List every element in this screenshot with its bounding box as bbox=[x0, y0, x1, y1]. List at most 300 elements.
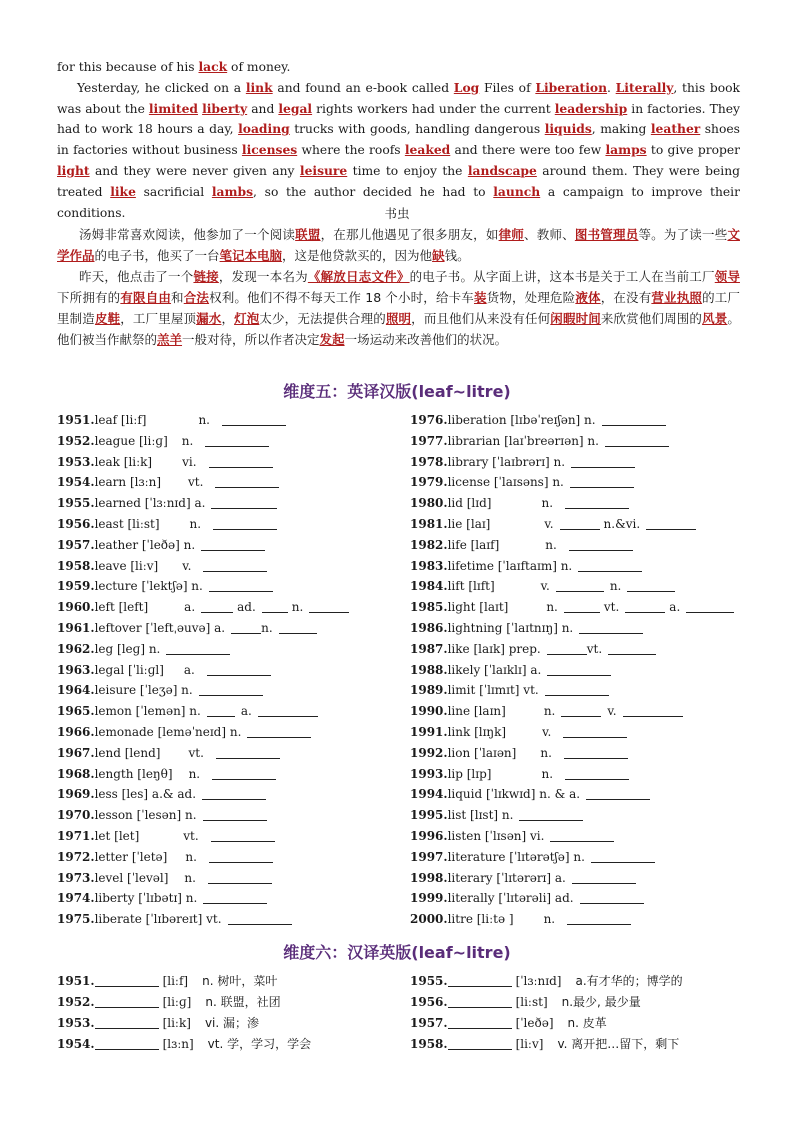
entry-word: level [ˈlevəl] bbox=[94, 870, 169, 885]
answer-blank[interactable] bbox=[578, 558, 642, 572]
part-of-speech-label: ad. bbox=[237, 600, 256, 615]
entry-word: list [lɪst] n. bbox=[447, 808, 514, 823]
passage-text: ，在那儿他遇见了很多朋友，如 bbox=[320, 227, 499, 242]
entry-word: least [liːst] bbox=[94, 516, 160, 531]
part-of-speech-label: a. bbox=[669, 600, 681, 615]
entry-number: 1992. bbox=[410, 745, 448, 760]
vocab-entry bbox=[410, 909, 760, 930]
entry-number: 1977. bbox=[410, 433, 448, 448]
entry-number: 1971. bbox=[57, 828, 95, 843]
entry-number: 1969. bbox=[57, 787, 95, 802]
section6-title: 维度六：汉译英版(leaf~litre) bbox=[283, 943, 511, 962]
answer-blank[interactable] bbox=[625, 599, 665, 613]
entry-number: 1958. bbox=[410, 1037, 448, 1051]
entry-number: 1974. bbox=[57, 891, 95, 906]
passage-text: 钱。 bbox=[444, 248, 470, 263]
entry-word: lip [lɪp] bbox=[447, 766, 492, 781]
highlighted-keyword: launch bbox=[493, 183, 541, 199]
highlighted-keyword: leadership bbox=[554, 100, 628, 116]
entry-number: 1998. bbox=[410, 870, 448, 885]
entry-word: literature [ˈlɪtərətʃə] n. bbox=[447, 849, 585, 864]
passage-text: 权利。他们不得不每天工作 18 个小时，给卡车 bbox=[209, 290, 474, 305]
passage-text: . bbox=[607, 80, 616, 95]
answer-blank[interactable] bbox=[586, 786, 650, 800]
vocab-entry bbox=[57, 701, 407, 722]
highlighted-keyword: loading bbox=[238, 121, 290, 137]
highlighted-keyword: liberty bbox=[202, 100, 248, 116]
section6-right-column bbox=[410, 971, 760, 1055]
part-of-speech-label: v. bbox=[542, 724, 552, 739]
part-of-speech-label: vt. bbox=[188, 475, 204, 490]
passage-text: ， bbox=[221, 311, 235, 326]
entry-number: 1964. bbox=[57, 683, 95, 698]
entry-word: leather [ˈleðə] n. bbox=[94, 537, 196, 552]
passage-text: for this because of his bbox=[57, 60, 199, 74]
vocab-entry bbox=[410, 660, 760, 681]
answer-blank[interactable] bbox=[205, 433, 269, 447]
vocab-entry bbox=[57, 410, 407, 431]
vocab-entry bbox=[57, 472, 407, 493]
vocab-entry bbox=[410, 556, 760, 577]
answer-blank[interactable] bbox=[215, 474, 279, 488]
entry-word: link [lɪŋk] bbox=[447, 724, 507, 739]
vocab-entry bbox=[57, 1034, 407, 1055]
highlighted-keyword: 照明 bbox=[385, 311, 412, 326]
entry-phonetic: [liːv] bbox=[515, 1037, 544, 1051]
entry-number: 1961. bbox=[57, 620, 95, 635]
vocab-entry bbox=[410, 431, 760, 452]
part-of-speech-label: n. bbox=[181, 433, 194, 448]
answer-blank[interactable] bbox=[605, 433, 669, 447]
entry-word: let [let] bbox=[94, 828, 140, 843]
entry-number: 1965. bbox=[57, 704, 95, 719]
highlighted-keyword: like bbox=[110, 183, 136, 199]
answer-blank[interactable] bbox=[550, 828, 614, 842]
passage-text: and there were too few bbox=[450, 143, 606, 158]
answer-blank[interactable] bbox=[646, 516, 696, 530]
answer-blank[interactable] bbox=[627, 578, 675, 592]
vocab-entry bbox=[57, 1013, 407, 1034]
chinese-para-2 bbox=[57, 266, 740, 350]
vocab-entry bbox=[57, 992, 407, 1013]
vocab-entry bbox=[410, 472, 760, 493]
answer-blank[interactable] bbox=[199, 682, 263, 696]
vocab-entry bbox=[57, 514, 407, 535]
entry-word: liberate [ˈlɪbəreɪt] vt. bbox=[94, 912, 222, 927]
entry-definition: a.有才华的；博学的 bbox=[575, 974, 683, 988]
answer-blank[interactable] bbox=[563, 724, 627, 738]
vocab-entry bbox=[57, 493, 407, 514]
passage-text: 太少，无法提供合理的 bbox=[259, 311, 386, 326]
entry-number: 1978. bbox=[410, 454, 448, 469]
answer-blank[interactable] bbox=[211, 495, 277, 509]
answer-blank[interactable] bbox=[567, 911, 631, 925]
answer-blank[interactable] bbox=[201, 537, 265, 551]
part-of-speech-label: n. bbox=[184, 870, 196, 885]
chinese-title: 书虫 bbox=[384, 206, 410, 221]
answer-blank[interactable] bbox=[212, 766, 276, 780]
passage-text: ，在没有 bbox=[600, 290, 652, 305]
vocab-entry bbox=[410, 868, 760, 889]
passage-text: , making bbox=[591, 122, 651, 137]
passage-text: time to enjoy the bbox=[347, 163, 468, 178]
part-of-speech-label: vt. bbox=[183, 828, 199, 843]
passage-text: 。他们被当作献祭的 bbox=[57, 311, 740, 347]
entry-phonetic: [liːst] bbox=[515, 995, 548, 1009]
entry-number: 1953. bbox=[57, 1016, 95, 1030]
highlighted-keyword: 合法 bbox=[183, 290, 210, 305]
entry-word: liquid [ˈlɪkwɪd] n. & a. bbox=[447, 787, 581, 802]
entry-word: lend [lend] bbox=[94, 745, 161, 760]
vocab-entry bbox=[57, 660, 407, 681]
answer-blank[interactable] bbox=[448, 1015, 512, 1029]
entry-phonetic: [lɜːn] bbox=[162, 1037, 194, 1051]
passage-text: 一场运动来改善他们的状况。 bbox=[344, 332, 508, 347]
passage-text: a campaign to improve their conditions. bbox=[57, 184, 740, 220]
passage-text: around them. They were being treated bbox=[57, 163, 740, 199]
entry-word: literally [ˈlɪtərəli] ad. bbox=[447, 891, 574, 906]
vocab-entry bbox=[410, 680, 760, 701]
passage-text: ，这是他贷款买的，因为他 bbox=[282, 248, 433, 263]
answer-blank[interactable] bbox=[591, 849, 655, 863]
answer-blank[interactable] bbox=[247, 724, 311, 738]
part-of-speech-label: v. bbox=[182, 558, 192, 573]
entry-number: 1991. bbox=[410, 724, 448, 739]
answer-blank[interactable] bbox=[545, 682, 609, 696]
vocab-entry bbox=[410, 743, 760, 764]
entry-number: 1994. bbox=[410, 787, 448, 802]
part-of-speech-label: n. bbox=[543, 704, 556, 719]
entry-number: 1982. bbox=[410, 537, 448, 552]
vocab-entry bbox=[57, 909, 407, 930]
vocab-entry bbox=[410, 805, 760, 826]
answer-blank[interactable] bbox=[228, 911, 292, 925]
answer-blank[interactable] bbox=[571, 454, 635, 468]
entry-number: 1973. bbox=[57, 870, 95, 885]
passage-text: 货物，处理危险 bbox=[486, 290, 576, 305]
entry-number: 1954. bbox=[57, 1037, 95, 1051]
answer-blank[interactable] bbox=[564, 599, 600, 613]
answer-blank[interactable] bbox=[564, 745, 628, 759]
part-of-speech-label: n. bbox=[609, 579, 622, 594]
answer-blank[interactable] bbox=[95, 1036, 159, 1050]
passage-text: 下所拥有的 bbox=[57, 290, 121, 305]
vocab-entry bbox=[410, 1013, 760, 1034]
part-of-speech-label: n. bbox=[188, 766, 201, 781]
highlighted-keyword: 风景 bbox=[702, 311, 728, 326]
vocab-entry bbox=[57, 680, 407, 701]
vocab-entry bbox=[410, 618, 760, 639]
answer-blank[interactable] bbox=[519, 807, 583, 821]
answer-blank[interactable] bbox=[211, 828, 275, 842]
entry-phonetic: [liːf] bbox=[162, 974, 189, 988]
entry-phonetic: [ˈlɜːnɪd] bbox=[515, 974, 562, 988]
highlighted-keyword: Literally bbox=[615, 79, 674, 95]
highlighted-keyword: landscape bbox=[467, 162, 537, 178]
highlighted-keyword: leaked bbox=[404, 142, 451, 158]
answer-blank[interactable] bbox=[560, 516, 600, 530]
passage-text: 的电子书，他买了一台 bbox=[94, 248, 220, 263]
answer-blank[interactable] bbox=[213, 516, 277, 530]
passage-text: 和 bbox=[171, 290, 184, 305]
vocab-entry bbox=[57, 535, 407, 556]
answer-blank[interactable] bbox=[203, 558, 267, 572]
answer-blank[interactable] bbox=[561, 703, 601, 717]
entry-word: life [laɪf] bbox=[447, 537, 500, 552]
part-of-speech-label: a. bbox=[183, 662, 195, 677]
passage-text: 一般对待，所以作者决定 bbox=[182, 332, 320, 347]
vocab-entry bbox=[410, 493, 760, 514]
vocab-entry bbox=[57, 868, 407, 889]
section5-title: 维度五：英译汉版(leaf~litre) bbox=[283, 382, 511, 401]
answer-blank[interactable] bbox=[207, 662, 271, 676]
part-of-speech-label: n.&vi. bbox=[603, 516, 641, 531]
entry-number: 1984. bbox=[410, 579, 448, 594]
entry-word: league [liːɡ] bbox=[94, 433, 168, 448]
vocab-entry bbox=[410, 410, 760, 431]
vocab-entry bbox=[410, 888, 760, 909]
passage-text: , this book was about the bbox=[57, 80, 740, 116]
entry-number: 1999. bbox=[410, 891, 448, 906]
entry-word: lesson [ˈlesən] n. bbox=[94, 808, 197, 823]
highlighted-keyword: 漏水 bbox=[196, 311, 222, 326]
answer-blank[interactable] bbox=[201, 599, 233, 613]
highlighted-keyword: 皮鞋 bbox=[94, 311, 121, 326]
entry-number: 1983. bbox=[410, 558, 448, 573]
highlighted-keyword: legal bbox=[278, 100, 313, 116]
entry-number: 1951. bbox=[57, 974, 95, 988]
highlighted-keyword: lambs bbox=[211, 183, 254, 199]
highlighted-keyword: 灯泡 bbox=[234, 311, 260, 326]
entry-word: litre [liːtə ] bbox=[447, 912, 514, 927]
entry-definition: vi. 漏；渗 bbox=[204, 1016, 260, 1030]
answer-blank[interactable] bbox=[623, 703, 683, 717]
vocab-entry bbox=[57, 764, 407, 785]
entry-number: 1987. bbox=[410, 641, 448, 656]
vocab-entry bbox=[57, 639, 407, 660]
answer-blank[interactable] bbox=[258, 703, 318, 717]
vocab-entry bbox=[57, 556, 407, 577]
entry-word: lightning [ˈlaɪtnɪŋ] n. bbox=[447, 620, 574, 635]
entry-word: learned [ˈlɜːnɪd] a. bbox=[94, 496, 206, 511]
entry-number: 1995. bbox=[410, 808, 448, 823]
entry-definition: n. 树叶，菜叶 bbox=[202, 974, 278, 988]
entry-phonetic: [liːk] bbox=[162, 1016, 191, 1030]
highlighted-keyword: 装 bbox=[473, 290, 487, 305]
entry-number: 1951. bbox=[57, 413, 95, 427]
vocab-entry bbox=[410, 847, 760, 868]
entry-word: letter [ˈletə] bbox=[94, 849, 168, 864]
answer-blank[interactable] bbox=[203, 890, 267, 904]
highlighted-keyword: 联盟 bbox=[295, 227, 321, 242]
entry-number: 1975. bbox=[57, 912, 95, 927]
part-of-speech-label: v. bbox=[544, 516, 554, 531]
section5-right-column bbox=[410, 410, 760, 930]
passage-text: where the roofs bbox=[297, 143, 405, 158]
passage-text: 的电子书。从字面上讲，这本书是关于工人在当前工厂 bbox=[409, 269, 715, 284]
vocab-entry bbox=[410, 764, 760, 785]
entry-word: left [left] bbox=[94, 600, 149, 615]
entry-number: 1955. bbox=[410, 974, 448, 988]
entry-word: lion [ˈlaɪən] bbox=[447, 745, 517, 760]
answer-blank[interactable] bbox=[569, 537, 633, 551]
entry-number: 1957. bbox=[57, 537, 95, 552]
entry-word: line [laɪn] bbox=[447, 704, 506, 719]
highlighted-keyword: liquids bbox=[544, 121, 592, 137]
passage-text: rights workers had under the current bbox=[312, 101, 555, 116]
passage-text: 来欣赏他们周围的 bbox=[600, 311, 703, 326]
answer-blank[interactable] bbox=[279, 620, 317, 634]
vocab-entry bbox=[57, 452, 407, 473]
entry-number: 1997. bbox=[410, 849, 448, 864]
vocab-entry bbox=[57, 784, 407, 805]
passage-text: shoes in factories without business bbox=[57, 122, 740, 158]
entry-word: limit [ˈlɪmɪt] vt. bbox=[447, 683, 539, 698]
entry-word: library [ˈlaɪbrərɪ] n. bbox=[447, 454, 566, 469]
answer-blank[interactable] bbox=[570, 474, 634, 488]
passage-text: and they were never given any bbox=[89, 163, 300, 178]
entry-number: 1989. bbox=[410, 683, 448, 698]
entry-number: 1953. bbox=[57, 454, 95, 469]
vocab-entry bbox=[57, 576, 407, 597]
answer-blank[interactable] bbox=[579, 620, 643, 634]
entry-number: 1986. bbox=[410, 620, 448, 635]
vocab-entry bbox=[410, 784, 760, 805]
answer-blank[interactable] bbox=[572, 870, 636, 884]
entry-word: lecture [ˈlektʃə] n. bbox=[94, 579, 203, 594]
vocab-entry bbox=[410, 971, 760, 992]
vocab-entry bbox=[57, 618, 407, 639]
answer-blank[interactable] bbox=[262, 599, 288, 613]
passage-text: trucks with goods, handling dangerous bbox=[289, 122, 545, 137]
entry-word: literary [ˈlɪtərərɪ] a. bbox=[447, 870, 566, 885]
english-para-2 bbox=[57, 78, 740, 224]
passage-text: Yesterday, he clicked on a bbox=[77, 80, 246, 95]
highlighted-keyword: Log bbox=[453, 79, 480, 95]
vocab-entry bbox=[57, 722, 407, 743]
highlighted-keyword: 缺 bbox=[432, 248, 445, 263]
answer-blank[interactable] bbox=[547, 641, 587, 655]
entry-number: 1976. bbox=[410, 413, 448, 427]
entry-word: likely [ˈlaɪklɪ] a. bbox=[447, 662, 542, 677]
part-of-speech-label: n. bbox=[541, 496, 554, 511]
answer-blank[interactable] bbox=[448, 973, 512, 987]
highlighted-keyword: Liberation bbox=[535, 79, 608, 95]
highlighted-keyword: 营业执照 bbox=[651, 290, 703, 305]
answer-blank[interactable] bbox=[565, 766, 629, 780]
answer-blank[interactable] bbox=[95, 1015, 159, 1029]
answer-blank[interactable] bbox=[309, 599, 349, 613]
answer-blank[interactable] bbox=[448, 994, 512, 1008]
entry-word: listen [ˈlɪsən] vi. bbox=[447, 828, 545, 843]
entry-word: license [ˈlaɪsəns] n. bbox=[447, 475, 564, 490]
entry-definition: n.最少, 最少量 bbox=[561, 995, 641, 1009]
answer-blank[interactable] bbox=[608, 641, 656, 655]
highlighted-keyword: 领导 bbox=[714, 269, 740, 284]
passage-text: sacrificial bbox=[135, 184, 212, 199]
part-of-speech-label: vt. bbox=[603, 600, 620, 615]
highlighted-keyword: 液体 bbox=[575, 290, 601, 305]
english-para-1 bbox=[57, 57, 740, 78]
answer-blank[interactable] bbox=[580, 890, 644, 904]
entry-word: leak [liːk] bbox=[94, 454, 153, 469]
answer-blank[interactable] bbox=[207, 703, 235, 717]
answer-blank[interactable] bbox=[209, 849, 273, 863]
answer-blank[interactable] bbox=[166, 641, 230, 655]
vocab-entry bbox=[410, 722, 760, 743]
vocab-entry bbox=[57, 805, 407, 826]
answer-blank[interactable] bbox=[565, 495, 629, 509]
answer-blank[interactable] bbox=[686, 599, 734, 613]
entry-number: 1979. bbox=[410, 475, 448, 490]
passage-text: 等。为了读一些 bbox=[638, 227, 728, 242]
answer-blank[interactable] bbox=[209, 578, 273, 592]
entry-number: 1968. bbox=[57, 766, 95, 781]
vocab-entry bbox=[57, 431, 407, 452]
part-of-speech-label: n. bbox=[541, 766, 554, 781]
answer-blank[interactable] bbox=[202, 786, 266, 800]
part-of-speech-label: n. bbox=[185, 849, 197, 864]
passage-text: to give proper bbox=[646, 143, 740, 158]
passage-text: of money. bbox=[227, 60, 291, 74]
entry-number: 1996. bbox=[410, 828, 448, 843]
entry-word: leaf [liːf] bbox=[94, 413, 147, 427]
answer-blank[interactable] bbox=[209, 454, 273, 468]
entry-number: 1972. bbox=[57, 849, 95, 864]
entry-number: 1958. bbox=[57, 558, 95, 573]
entry-number: 1990. bbox=[410, 704, 448, 719]
answer-blank[interactable] bbox=[203, 807, 267, 821]
entry-word: leave [liːv] bbox=[94, 558, 159, 573]
passage-text: 的工厂里制造 bbox=[57, 290, 740, 326]
entry-number: 1956. bbox=[410, 995, 448, 1009]
answer-blank[interactable] bbox=[602, 412, 666, 426]
entry-definition: vt. 学，学习，学会 bbox=[207, 1037, 312, 1051]
answer-blank[interactable] bbox=[448, 1036, 512, 1050]
answer-blank[interactable] bbox=[222, 412, 286, 426]
answer-blank[interactable] bbox=[556, 578, 604, 592]
entry-number: 1993. bbox=[410, 766, 448, 781]
entry-word: legal [ˈliːɡl] bbox=[94, 662, 164, 677]
part-of-speech-label: n. bbox=[546, 600, 558, 615]
part-of-speech-label: n. bbox=[189, 516, 202, 531]
answer-blank[interactable] bbox=[547, 662, 611, 676]
vocab-entry bbox=[57, 826, 407, 847]
entry-number: 1988. bbox=[410, 662, 448, 677]
entry-word: leg [leɡ] n. bbox=[94, 641, 161, 656]
answer-blank[interactable] bbox=[95, 973, 159, 987]
passage-text: ，工厂里屋顶 bbox=[120, 311, 197, 326]
vocab-entry bbox=[410, 701, 760, 722]
highlighted-keyword: lamps bbox=[605, 142, 647, 158]
answer-blank[interactable] bbox=[216, 745, 280, 759]
answer-blank[interactable] bbox=[231, 620, 261, 634]
entry-number: 1967. bbox=[57, 745, 95, 760]
highlighted-keyword: limited bbox=[148, 100, 199, 116]
entry-number: 1963. bbox=[57, 662, 95, 677]
vocab-entry bbox=[410, 992, 760, 1013]
answer-blank[interactable] bbox=[208, 870, 272, 884]
highlighted-keyword: 图书管理员 bbox=[574, 227, 639, 242]
vocab-entry bbox=[410, 452, 760, 473]
vocab-entry bbox=[410, 514, 760, 535]
entry-number: 1966. bbox=[57, 724, 95, 739]
part-of-speech-label: v. bbox=[607, 704, 617, 719]
vocab-entry bbox=[410, 1034, 760, 1055]
entry-word: light [laɪt] bbox=[447, 600, 509, 615]
answer-blank[interactable] bbox=[95, 994, 159, 1008]
entry-number: 1955. bbox=[57, 496, 95, 511]
